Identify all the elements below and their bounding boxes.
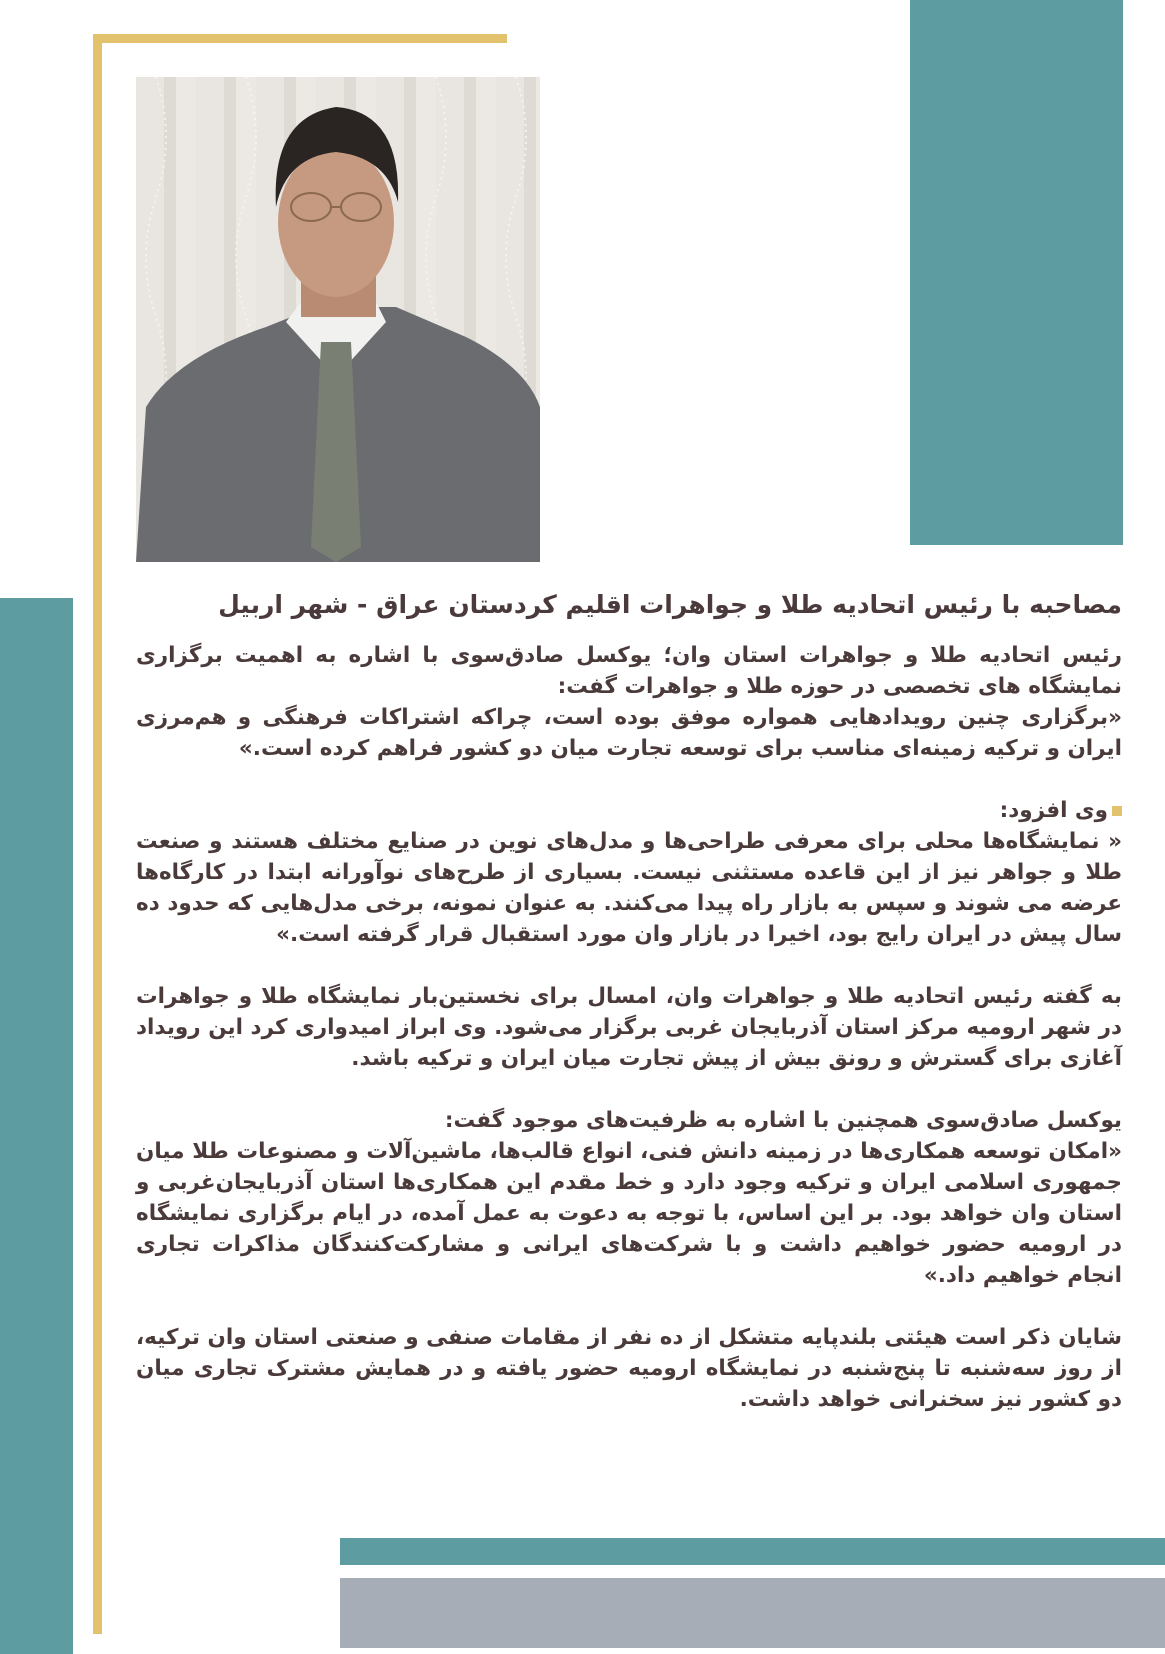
decor-grey-bar-bottom: [340, 1578, 1165, 1648]
paragraph-quote-exhibitions: « نمایشگاه‌ها محلی برای معرفی طراحی‌ها و مدل‌های نوین در صنایع مختلف هستند و صنعت طلا و جواهر نیز از این قاعده مستثنی نیست. بسیاری از طرح‌های نوآورانه ابتدا در کارگاه‌ها عرضه می شوند و سپس به بازار راه پیدا می‌کنند. به عنوان نمونه، برخی مدل‌هایی که حدود ده سال پیش در ایران رایج بود، اخیرا در بازار وان مورد استقبال قرار گرفته است.»: [136, 829, 1122, 947]
paragraph-delegation: شایان ذکر است هیئتی بلندپایه متشکل از ده نفر از مقامات صنفی و صنعتی استان وان ترکیه، از روز سه‌شنبه تا پنج‌شنبه در نمایشگاه ارومیه حضور یافته و در همایش مشترک تجاری میان دو کشور نیز سخنرانی خواهد داشت.: [136, 1325, 1122, 1412]
lead-text: وی افزود:: [999, 798, 1108, 823]
portrait-illustration: [136, 77, 540, 562]
paragraph-capacities-quote: «امکان توسعه همکاری‌ها در زمینه دانش فنی، انواع قالب‌ها، ماشین‌آلات و مصنوعات طلا میان جمهوری اسلامی ایران و ترکیه وجود دارد و خط مقدم این همکاری‌ها استان آذربایجان‌غربی و استان وان خواهد بود. بر این اساس، با توجه به دعوت به عمل آمده، در ایام برگزاری نمایشگاه در ارومیه حضور خواهیم داشت و با شرکت‌های ایرانی و مشارکت‌کنندگان مذاکرات تجاری انجام خواهیم داد.»: [136, 1139, 1122, 1288]
paragraph-urmia-exhibition: به گفته رئیس اتحادیه طلا و جواهرات وان، امسال برای نخستین‌بار نمایشگاه طلا و جواهرات در شهر ارومیه مرکز استان آذربایجان غربی برگزار می‌شود. وی ابراز امیدواری کرد این رویداد آغازی برای گسترش و رونق بیش از پیش تجارت میان ایران و ترکیه باشد.: [136, 984, 1122, 1071]
decor-gold-frame-top: [93, 34, 507, 43]
decor-teal-bar-bottom: [340, 1538, 1165, 1565]
paragraph-intro: رئیس اتحادیه طلا و جواهرات استان وان؛ یوکسل صادق‌سوی با اشاره به اهمیت برگزاری نمایشگاه های تخصصی در حوزه طلا و جواهرات گفت:: [136, 643, 1122, 699]
paragraph-capacities-intro: یوکسل صادق‌سوی همچنین با اشاره به ظرفیت‌های موجود گفت:: [444, 1108, 1122, 1133]
portrait-photo: [136, 77, 540, 562]
article: [136, 588, 1122, 1415]
decor-teal-block-top: [910, 0, 1123, 545]
decor-gold-frame-left: [93, 34, 102, 1634]
decor-teal-block-left: [0, 598, 73, 1654]
paragraph-lead: [136, 795, 1122, 826]
bullet-square-icon: [1112, 806, 1122, 816]
paragraph-intro-quote: «برگزاری چنین رویدادهایی همواره موفق بوده است، چراکه اشتراکات فرهنگی و هم‌مرزی ایران و ترکیه زمینه‌ای مناسب برای توسعه تجارت میان دو کشور فراهم کرده است.»: [136, 705, 1122, 761]
article-title: مصاحبه با رئیس اتحادیه طلا و جواهرات اقلیم کردستان عراق - شهر اربیل: [218, 590, 1122, 619]
